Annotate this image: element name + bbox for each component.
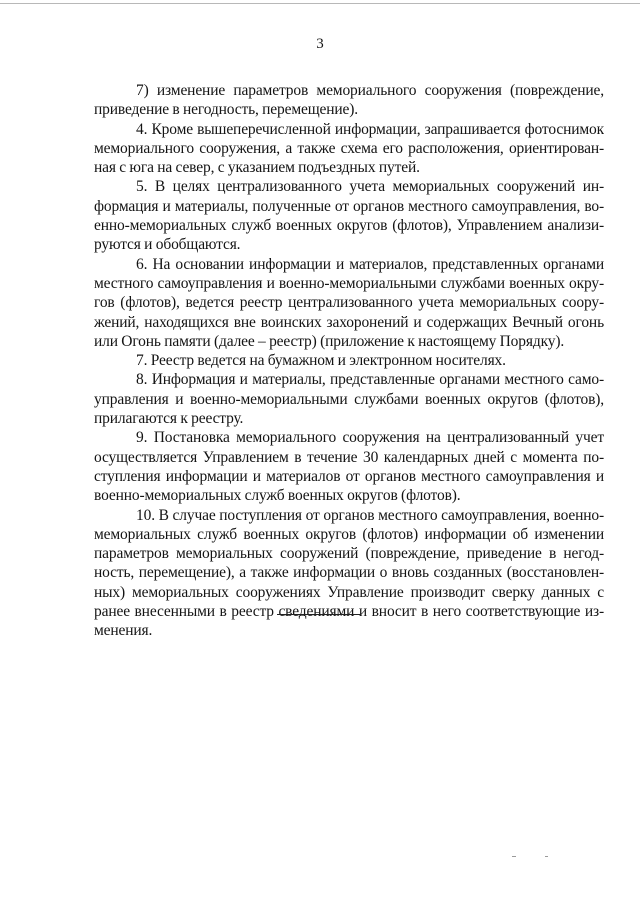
paragraph — [94, 255, 604, 351]
paragraph-line: 10. В случае поступления от органов местного самоуправления, военно- — [136, 506, 604, 524]
paragraph — [94, 120, 604, 178]
paragraph-line: приведение в негодность, перемещение). — [94, 101, 358, 119]
scan-speck — [545, 856, 548, 857]
paragraph-line: 8. Информация и материалы, представленные органами местного само- — [136, 371, 604, 389]
paragraph-line: ных) мемориальных сооружениях Управление производит сверку данных с — [94, 583, 604, 601]
paragraph-line: прилагаются к реестру. — [94, 410, 244, 428]
paragraph-line: ступления информации и материалов от органов местного самоуправления и — [94, 467, 604, 485]
paragraph-line: ранее внесенными в реестр сведениями и вносит в него соответствующие из- — [94, 603, 604, 621]
paragraph-line: 6. На основании информации и материалов, представленных органами — [136, 255, 604, 273]
paragraph-line: управления и военно-мемориальными службами военных округов (флотов), — [94, 390, 604, 408]
paragraph-line: гов (флотов), ведется реестр централизованного учета мемориальных соору- — [94, 294, 604, 312]
paragraph-line: 5. В целях централизованного учета мемориальных сооружений ин- — [136, 178, 604, 196]
end-of-text-rule — [277, 614, 361, 615]
top-edge-rule — [0, 3, 640, 4]
paragraph-line: 7. Реестр ведется на бумажном и электронном носителях. — [136, 352, 506, 370]
paragraph-line: формация и материалы, полученные от органов местного самоуправления, во- — [94, 197, 604, 215]
paragraph — [94, 370, 604, 428]
paragraph — [94, 81, 604, 120]
paragraph-line: 4. Кроме вышеперечисленной информации, запрашивается фотоснимок — [136, 120, 604, 138]
paragraph — [94, 428, 604, 505]
paragraph-line: осуществляется Управлением в течение 30 календарных дней с момента по- — [94, 448, 604, 466]
paragraph-line: менения. — [94, 622, 153, 640]
paragraph-line: мемориального сооружения, а также схема его расположения, ориентирован- — [94, 139, 604, 157]
paragraph-line: местного самоуправления и военно-мемориальными службами военных окру- — [94, 274, 604, 292]
paragraph-line: военно-мемориальных служб военных округов (флотов). — [94, 487, 461, 505]
paragraph-line: ность, перемещение), а также информации о вновь созданных (восстановлен- — [94, 564, 604, 582]
paragraph-line: енно-мемориальных служб военных округов (флотов), Управлением анализи- — [94, 217, 604, 235]
paragraph — [94, 506, 604, 641]
paragraph — [94, 351, 604, 370]
paragraph-line: 9. Постановка мемориального сооружения на централизованный учет — [136, 429, 604, 447]
paragraph-line: 7) изменение параметров мемориального сооружения (повреждение, — [136, 82, 604, 99]
paragraph — [94, 177, 604, 254]
paragraph-line: жений, находящихся вне воинских захоронений и содержащих Вечный огонь — [94, 313, 604, 331]
paragraph-line: параметров мемориальных сооружений (повреждение, приведение в негод- — [94, 545, 604, 563]
paragraph-line: мемориальных служб военных округов (флотов) информации об изменении — [94, 525, 604, 543]
paragraph-line: ная с юга на север, с указанием подъездных путей. — [94, 159, 420, 177]
paragraph-line: руются и обобщаются. — [94, 236, 241, 254]
page-number: 3 — [316, 36, 324, 52]
paragraph-line: или Огонь памяти (далее – реестр) (приложение к настоящему Порядку). — [94, 332, 565, 350]
scan-speck — [512, 856, 516, 857]
document-body — [94, 81, 604, 641]
